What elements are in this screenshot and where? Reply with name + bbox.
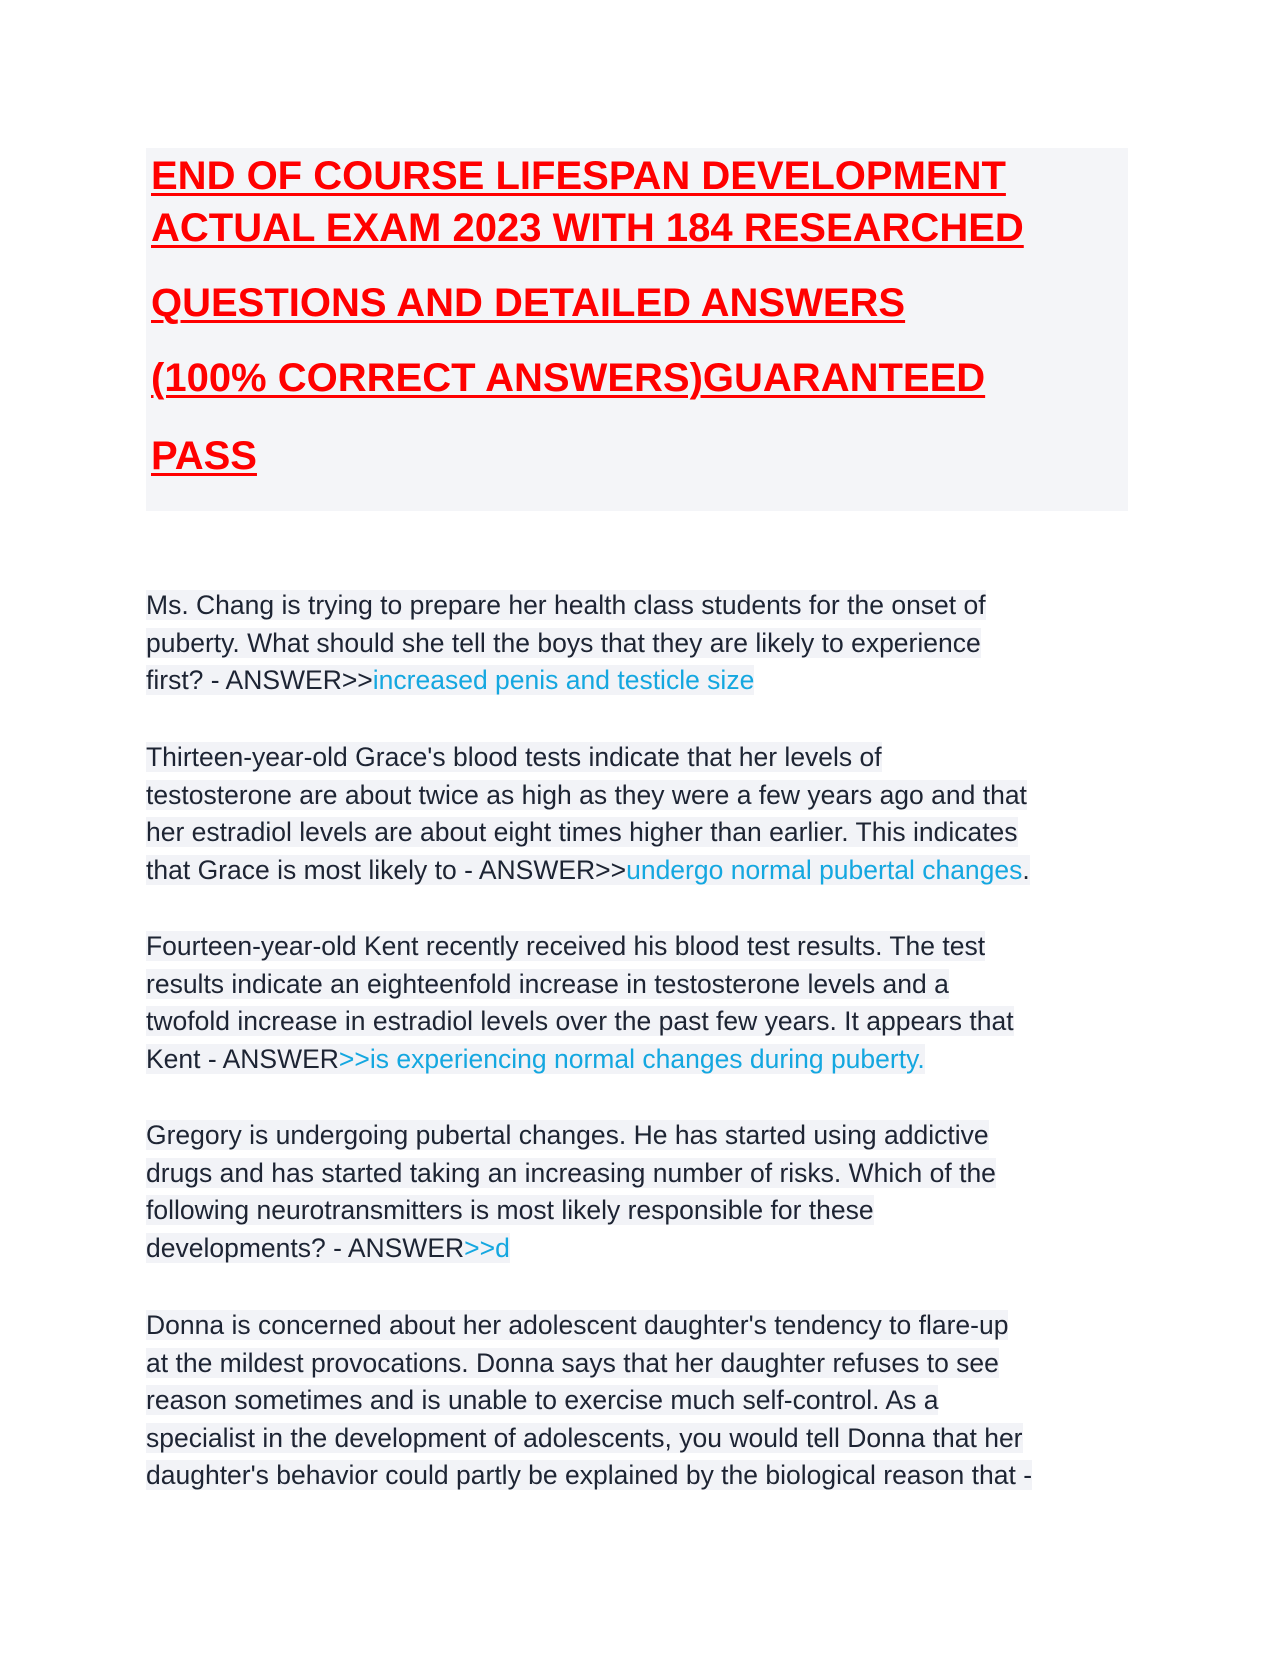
title-line: ACTUAL EXAM 2023 WITH 184 RESEARCHED [151,206,1024,250]
question-line: her estradiol levels are about eight times higher than earlier. This indicates [146,817,1018,847]
title-line: (100% CORRECT ANSWERS)GUARANTEED [151,356,986,400]
question-line: daughter's behavior could partly be explained by the biological reason that - [146,1460,1033,1490]
question-item [146,1307,1146,1495]
question-line: Thirteen-year-old Grace's blood tests indicate that her levels of [146,742,882,772]
question-item [146,587,1146,700]
question-line [146,662,1146,700]
question-line: reason sometimes and is unable to exercise much self-control. As a [146,1385,939,1415]
question-item [146,928,1146,1078]
question-item [146,739,1146,889]
question-line: following neurotransmitters is most likely responsible for these [146,1195,874,1225]
answer-text: undergo normal pubertal changes [626,854,1023,885]
question-line: that Grace is most likely to - ANSWER>>undergo normal pubertal changes. [146,854,1030,885]
question-text: developments? - ANSWER [146,1232,465,1263]
title-line: END OF COURSE LIFESPAN DEVELOPMENT [151,154,1006,198]
question-line: drugs and has started taking an increasing number of risks. Which of the [146,1157,996,1188]
question-line: puberty. What should she tell the boys that they are likely to experience [146,627,981,658]
question-text: that Grace is most likely to - ANSWER>> [146,854,627,885]
title-line: QUESTIONS AND DETAILED ANSWERS [151,281,906,325]
question-line [146,1041,1146,1079]
question-line: specialist in the development of adolescents, you would tell Donna that her [146,1422,1023,1453]
title-line: PASS [151,434,257,478]
question-item [146,1117,1146,1267]
answer-text: increased penis and testicle size [372,665,755,695]
answer-text: >>is experiencing normal changes during puberty. [338,1043,925,1074]
question-line: Fourteen-year-old Kent recently received his blood test results. The test [146,931,986,961]
question-line: twofold increase in estradiol levels over the past few years. It appears that [146,1006,1014,1036]
answer-text: >>d [464,1232,510,1263]
question-text: Kent - ANSWER [146,1043,339,1074]
document-title [146,148,1128,511]
question-line: Donna is concerned about her adolescent daughter's tendency to flare-up [146,1310,1009,1340]
question-line: testosterone are about twice as high as they were a few years ago and that [146,779,1027,810]
question-line: results indicate an eighteenfold increase in testosterone levels and a [146,968,949,999]
question-text: first? - ANSWER>> [146,665,373,695]
question-line [146,1230,1146,1268]
question-line: Gregory is undergoing pubertal changes. He has started using addictive [146,1120,989,1150]
question-line: Ms. Chang is trying to prepare her health class students for the onset of [146,590,986,620]
question-line: at the mildest provocations. Donna says that her daughter refuses to see [146,1347,999,1378]
